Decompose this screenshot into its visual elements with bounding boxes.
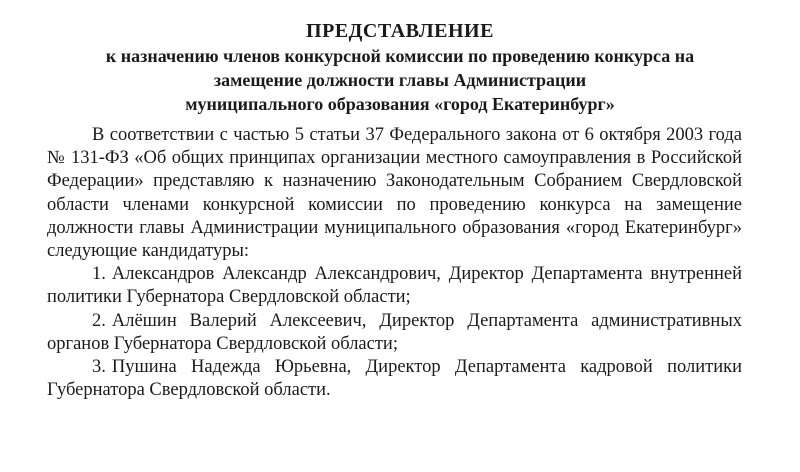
candidate-item-3 <box>47 356 742 402</box>
candidate-number: 2. <box>92 310 106 331</box>
candidate-number: 1. <box>92 264 106 285</box>
document-title: ПРЕДСТАВЛЕНИЕ <box>306 20 494 42</box>
intro-paragraph: В соответствии с частью 5 статьи 37 Федерального закона от 6 октября 2003 года № 131-ФЗ «Об общих принципах организации местного самоуправления в Российской Федерации» представляю к назначению Законодательным Собранием Свердловской области членами конкурсной комиссии по проведению конкурса на замещение должности главы Администрации муниципального образования «город Екатеринбург» следующие кандидатуры: <box>47 125 742 262</box>
candidate-number: 3. <box>92 357 106 378</box>
candidate-text: Алёшин Валерий Алексеевич, Директор Департамента административных органов Губернатора Свердловской области; <box>47 310 742 354</box>
document-subtitle-line-3: муниципального образования «город Екатеринбург» <box>185 94 615 114</box>
candidate-item-1 <box>47 263 742 309</box>
document-subtitle-line-2: замещение должности главы Администрации <box>213 70 587 90</box>
candidate-text: Пушина Надежда Юрьевна, Директор Департамента кадровой политики Губернатора Свердловской области. <box>47 357 742 401</box>
document-body <box>47 124 742 402</box>
candidate-item-2 <box>47 310 742 356</box>
candidate-text: Александров Александр Александрович, Директор Департамента внутренней политики Губернатора Свердловской области; <box>47 264 742 308</box>
document-subtitle-line-1: к назначению членов конкурсной комиссии по проведению конкурса на <box>105 46 695 66</box>
document-header <box>0 18 800 116</box>
